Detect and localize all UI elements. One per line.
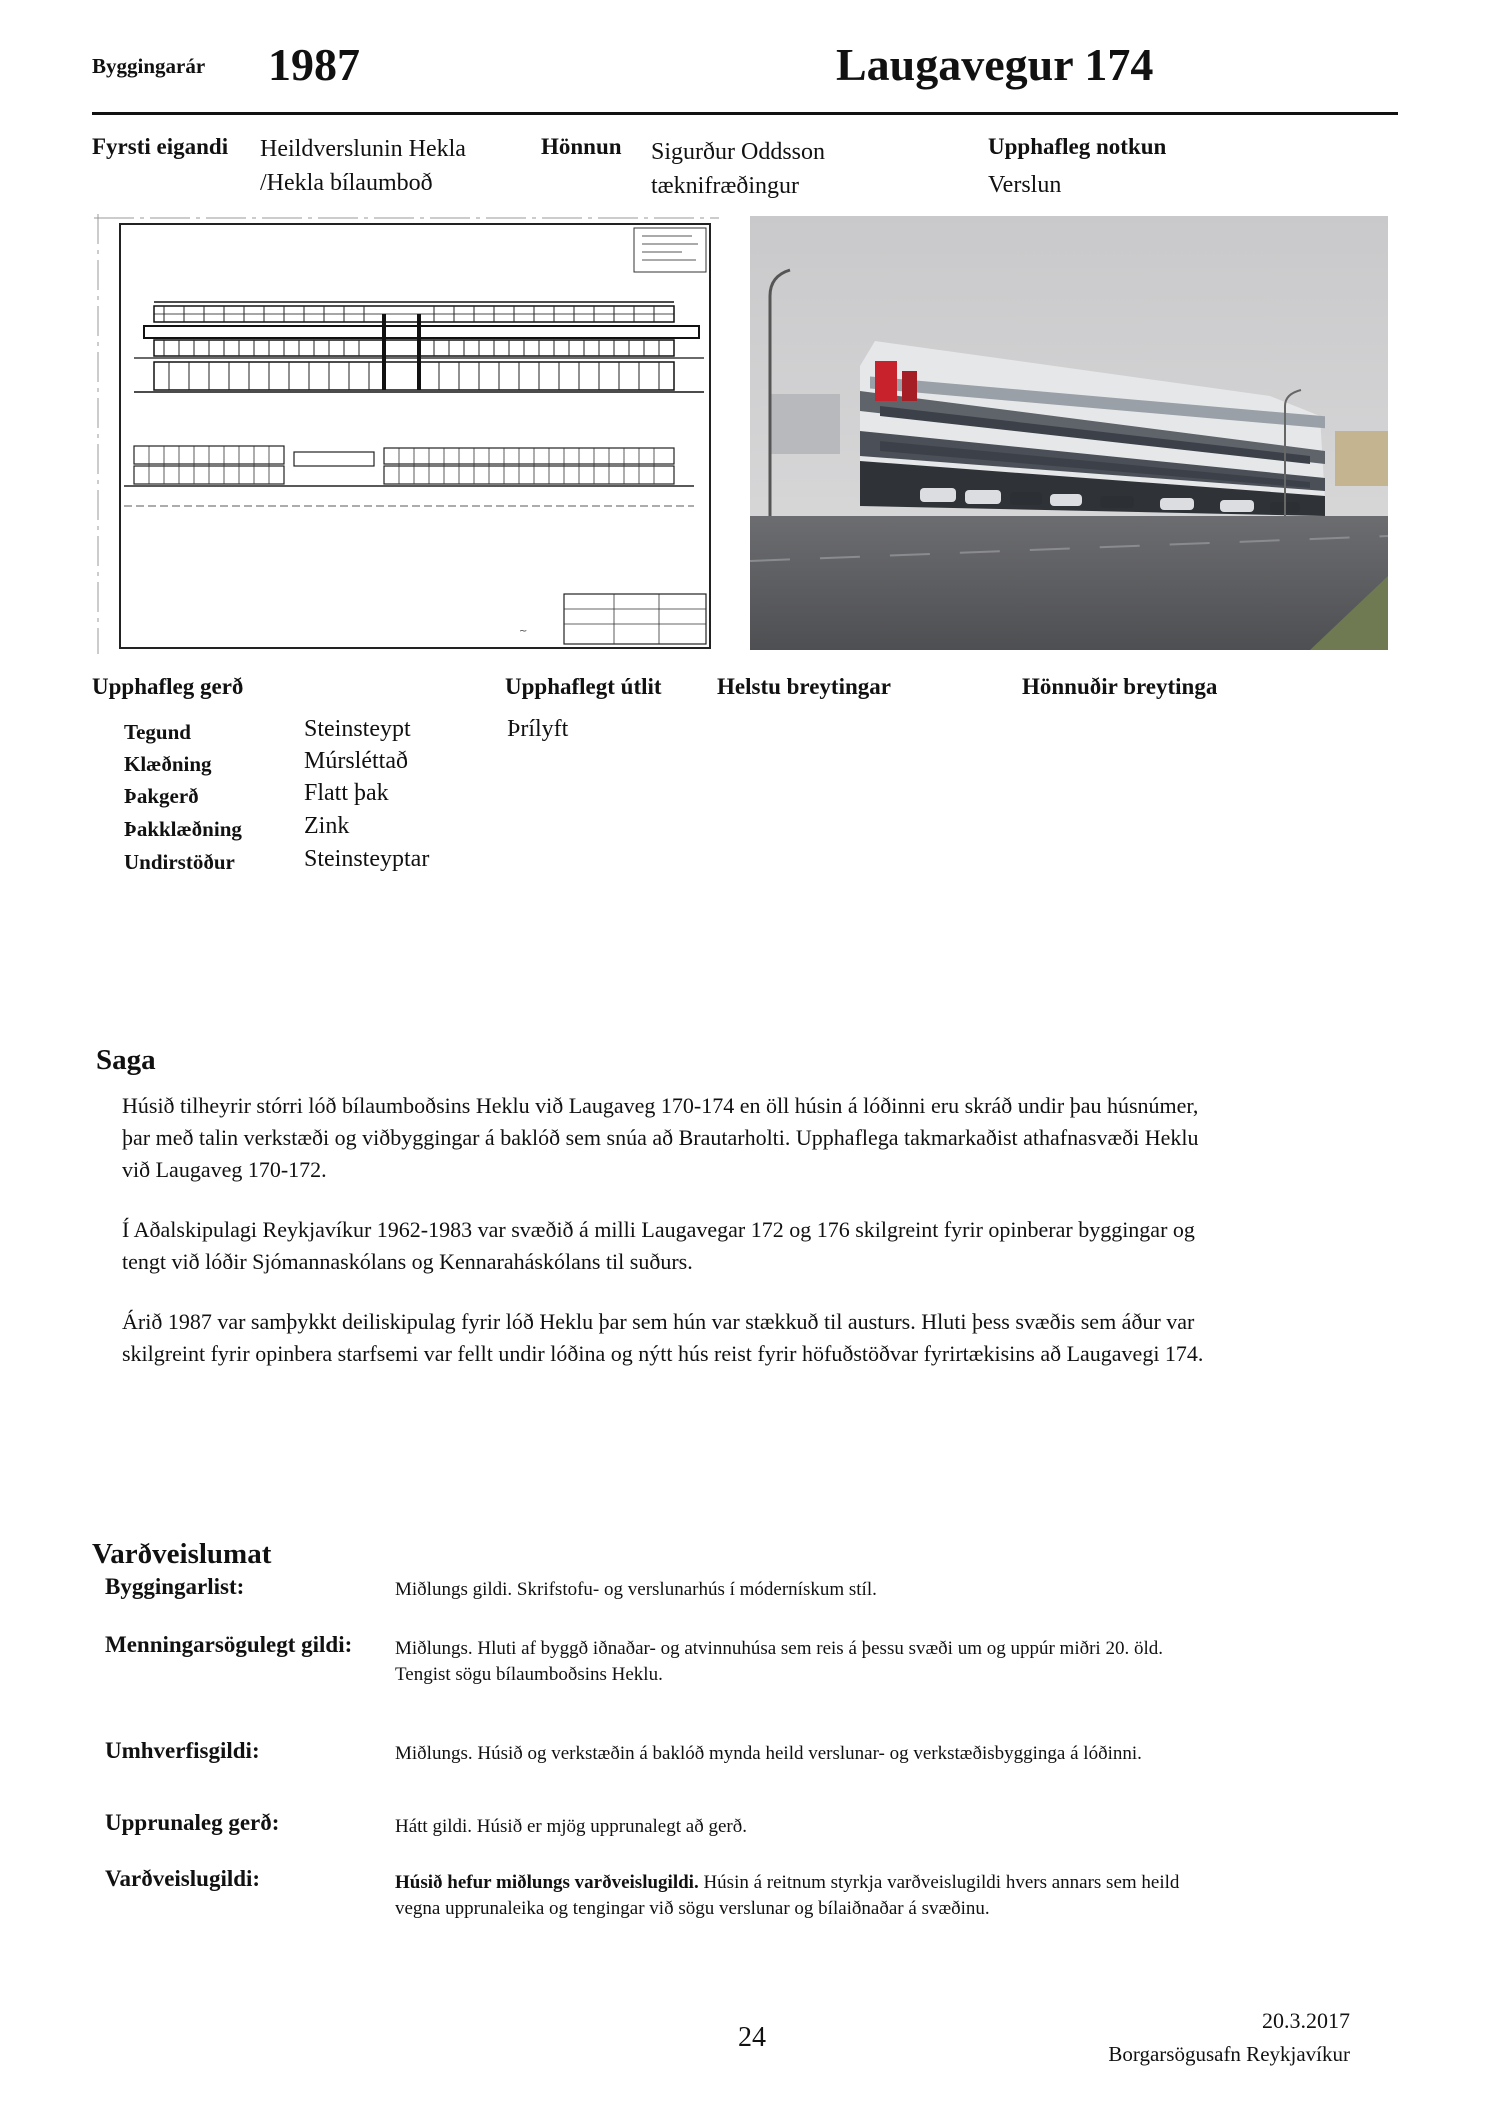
spec-value-foundation: Steinsteyptar: [304, 846, 430, 872]
design-label: Hönnun: [541, 134, 622, 159]
saga-p3-line-1: Árið 1987 var samþykkt deiliskipulag fyrir lóð Heklu þar sem hún var stækkuð til austurs. Hluti þess svæðis sem áður var: [122, 1309, 1195, 1334]
spec-value-roof-type: Flatt þak: [304, 780, 389, 806]
preservation-value-rest: Húsin á reitnum styrkja varðveislugildi hvers annars sem heild: [698, 1872, 1180, 1893]
preservation-value-lead: Húsið hefur miðlungs varðveislugildi.: [395, 1872, 699, 1893]
preservation-environment-line-1: Miðlungs. Húsið og verkstæðin á baklóð mynda heild verslunar- og verkstæðisbygginga á lóðinni.: [395, 1743, 1142, 1764]
saga-p2-line-1: Í Aðalskipulagi Reykjavíkur 1962-1983 var svæðið á milli Laugavegar 172 og 176 skilgreint fyrir opinberar byggingar og: [122, 1217, 1195, 1242]
owner-line-2: /Hekla bílaumboð: [260, 170, 433, 196]
footer-archive: Borgarsögusafn Reykjavíkur: [1108, 2042, 1350, 2066]
preservation-heading: Varðveislumat: [92, 1538, 272, 1570]
saga-p1-line-2: þar með talin verkstæði og viðbyggingar á baklóð sem snúa að Brautarholti. Upphaflega takmarkaðist athafnasvæði Heklu: [122, 1125, 1199, 1150]
footer-date: 20.3.2017: [1262, 2008, 1350, 2033]
preservation-value-line-2: vegna upprunaleika og tengingar við sögu verslunar og bílaiðnaðar á svæðinu.: [395, 1898, 990, 1919]
spec-value-roof-cladding: Zink: [304, 813, 350, 839]
preservation-label-value: Varðveislugildi:: [105, 1866, 261, 1891]
preservation-label-original-form: Upprunaleg gerð:: [105, 1810, 280, 1835]
spec-label-cladding: Klæðning: [124, 752, 212, 776]
preservation-label-architecture: Byggingarlist:: [105, 1574, 245, 1599]
spec-label-foundation: Undirstöður: [124, 850, 235, 874]
architectural-drawing: [94, 214, 719, 654]
saga-p3-line-2: skilgreint fyrir opinbera starfsemi var fellt undir lóðina og nýtt hús reist fyrir höfuðstöðvar fyrirtækisins að Laugavegi 174.: [122, 1341, 1204, 1366]
spec-value-type: Steinsteypt: [304, 716, 411, 742]
svg-text:~: ~: [519, 626, 528, 637]
build-year: 1987: [268, 39, 360, 90]
saga-paragraph-2: [122, 1214, 1382, 1278]
elevation-drawing-icon: [94, 214, 719, 654]
use-label: Upphafleg notkun: [988, 134, 1167, 159]
year-label: Byggingarár: [92, 54, 206, 78]
saga-heading: Saga: [96, 1044, 156, 1076]
preservation-text-architecture: [395, 1577, 1385, 1603]
saga-p2-line-2: tengt við lóðir Sjómannaskólans og Kennaraháskólans til suðurs.: [122, 1249, 693, 1274]
design-line-1: Sigurður Oddsson: [651, 139, 826, 165]
design-line-2: tæknifræðingur: [651, 173, 799, 199]
original-look-heading: Upphaflegt útlit: [505, 674, 662, 699]
change-designers-heading: Hönnuðir breytinga: [1022, 674, 1218, 699]
preservation-label-cultural: Menningarsögulegt gildi:: [105, 1632, 353, 1657]
preservation-text-cultural: [395, 1636, 1385, 1688]
saga-p1-line-3: við Laugaveg 170-172.: [122, 1157, 327, 1182]
building-photo: [750, 216, 1388, 650]
saga-p1-line-1: Húsið tilheyrir stórri lóð bílaumboðsins Heklu við Laugaveg 170-174 en öll húsin á lóðinni eru skráð undir þau húsnúmer,: [122, 1093, 1199, 1118]
preservation-text-value: [395, 1870, 1385, 1922]
original-look-value: Þrílyft: [507, 716, 569, 742]
preservation-text-original-form: [395, 1814, 1385, 1840]
spec-label-roof-cladding: Þakklæðning: [124, 817, 242, 841]
use-value: Verslun: [988, 172, 1062, 198]
preservation-architecture-line-1: Miðlungs gildi. Skrifstofu- og verslunarhús í módernískum stíl.: [395, 1579, 877, 1600]
preservation-label-environment: Umhverfisgildi:: [105, 1738, 260, 1763]
page-number: 24: [738, 2022, 766, 2053]
preservation-text-environment: [395, 1741, 1385, 1767]
building-photo-icon: [750, 216, 1388, 650]
owner-label: Fyrsti eigandi: [92, 134, 229, 159]
saga-paragraph-3: [122, 1306, 1382, 1370]
header-divider: [92, 112, 1398, 115]
preservation-cultural-line-1: Miðlungs. Hluti af byggð iðnaðar- og atvinnuhúsa sem reis á þessu svæði um og uppúr miðri 20. öld.: [395, 1638, 1163, 1659]
main-changes-heading: Helstu breytingar: [717, 674, 891, 699]
saga-paragraph-1: [122, 1090, 1382, 1186]
page-title: Laugavegur 174: [836, 39, 1154, 90]
original-type-heading: Upphafleg gerð: [92, 674, 244, 699]
spec-value-cladding: Múrsléttað: [304, 748, 408, 774]
preservation-value-line-1: [395, 1870, 1385, 1896]
preservation-original-form-line-1: Hátt gildi. Húsið er mjög upprunalegt að gerð.: [395, 1816, 747, 1837]
spec-label-type: Tegund: [124, 720, 191, 744]
owner-line-1: Heildverslunin Hekla: [260, 136, 466, 162]
spec-label-roof-type: Þakgerð: [124, 784, 199, 808]
preservation-cultural-line-2: Tengist sögu bílaumboðsins Heklu.: [395, 1664, 663, 1685]
